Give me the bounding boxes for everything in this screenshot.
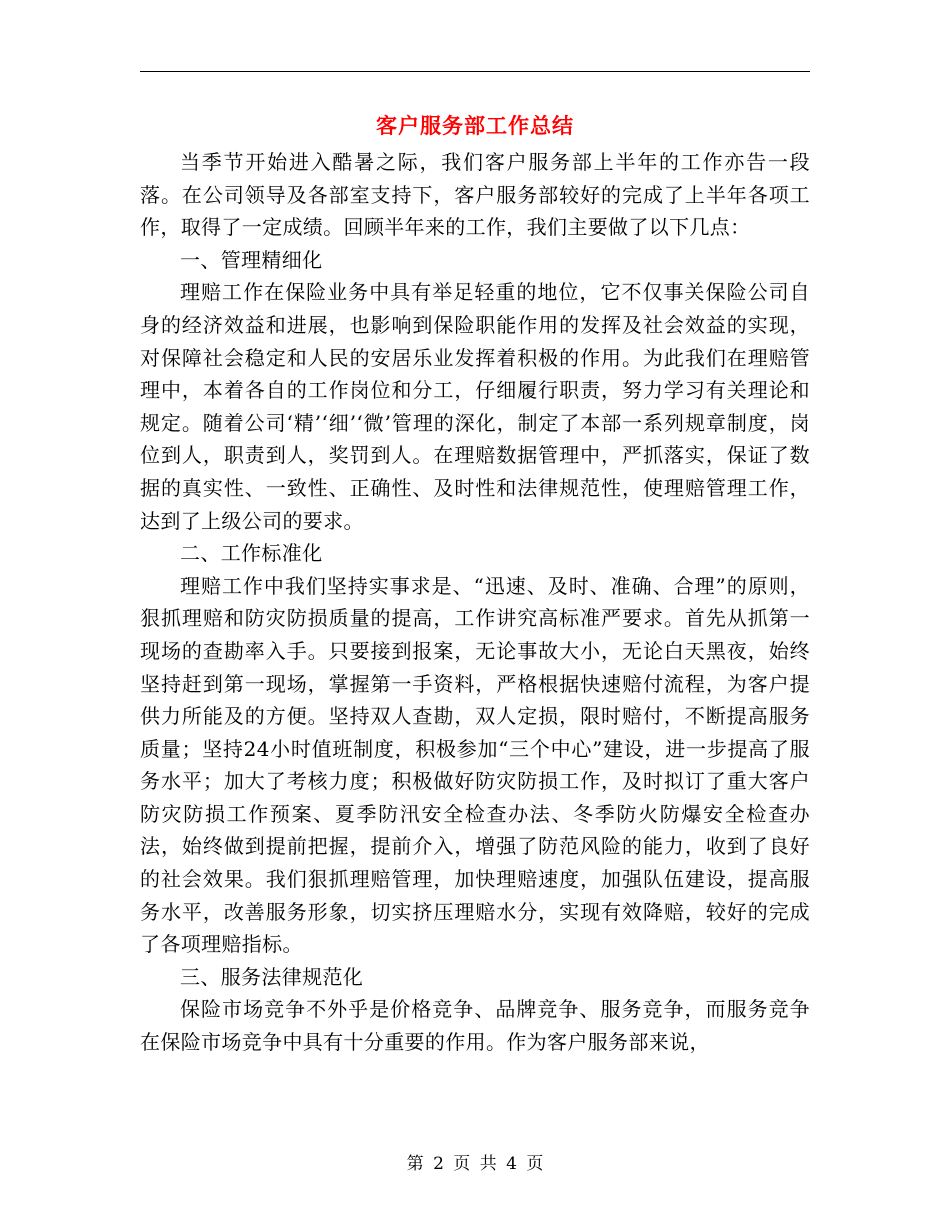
section-heading-3: 三、服务法律规范化 [180, 964, 364, 989]
page-number: 第 2 页 共 4 页 [406, 1154, 544, 1174]
section-heading-1: 一、管理精细化 [180, 247, 323, 272]
document-body [140, 146, 810, 1059]
paragraph-section-1: 理赔工作在保险业务中具有举足轻重的地位，它不仅事关保险公司自身的经济效益和进展，也影响到保险职能作用的发挥及社会效益的实现，对保障社会稳定和人民的安居乐业发挥着积极的作用。为此我们在理赔管理中，本着各自的工作岗位和分工，仔细履行职责，努力学习有关理论和规定。随着公司‘精’‘细’‘微’管理的深化，制定了本部一系列规章制度，岗位到人，职责到人，奖罚到人。在理赔数据管理中，严抓落实，保证了数据的真实性、一致性、正确性、及时性和法律规范性，使理赔管理工作，达到了上级公司的要求。 [140, 280, 810, 533]
paragraph-section-2: 理赔工作中我们坚持实事求是、“迅速、及时、准确、合理”的原则，狠抓理赔和防灾防损质量的提高，工作讲究高标准严要求。首先从抓第一现场的查勘率入手。只要接到报案，无论事故大小，无论白天黑夜，始终坚持赶到第一现场，掌握第一手资料，严格根据快速赔付流程，为客户提供力所能及的方便。坚持双人查勘，双人定损，限时赔付，不断提高服务质量；坚持24小时值班制度，积极参加“三个中心”建设，进一步提高了服务水平；加大了考核力度；积极做好防灾防损工作，及时拟订了重大客户防灾防损工作预案、夏季防汛安全检查办法、冬季防火防爆安全检查办法，始终做到提前把握，提前介入，增强了防范风险的能力，收到了良好的社会效果。我们狠抓理赔管理，加快理赔速度，加强队伍建设，提高服务水平，改善服务形象，切实挤压理赔水分，实现有效降赔，较好的完成了各项理赔指标。 [140, 573, 810, 957]
paragraph-intro: 当季节开始进入酷暑之际，我们客户服务部上半年的工作亦告一段落。在公司领导及各部室支持下，客户服务部较好的完成了上半年各项工作，取得了一定成绩。回顾半年来的工作，我们主要做了以下几点： [140, 150, 810, 240]
section-heading-2: 二、工作标准化 [180, 541, 323, 566]
header-rule [140, 71, 810, 72]
document-title: 客户服务部工作总结 [376, 113, 574, 138]
paragraph-section-3: 保险市场竞争不外乎是价格竞争、品牌竞争、服务竞争，而服务竞争在保险市场竞争中具有十分重要的作用。作为客户服务部来说， [140, 997, 810, 1055]
